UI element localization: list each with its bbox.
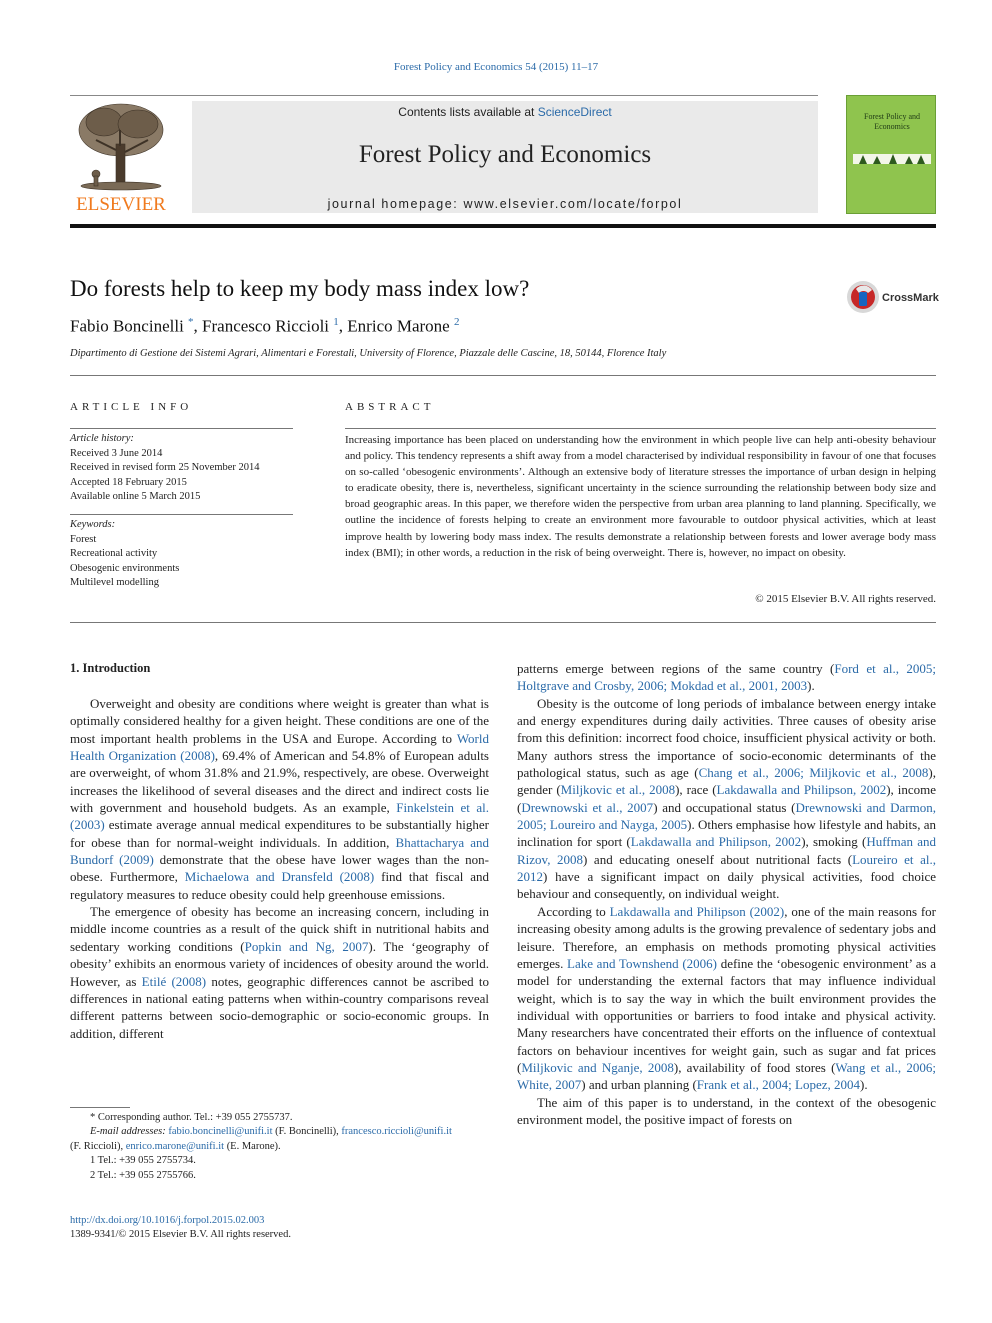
citation-link[interactable]: Lakdawalla and Philipson, 2002 [716,782,887,798]
text-run: (F. Boncinelli), [272,1126,342,1138]
citation-link[interactable]: Drewnowski et al., 2007 [521,799,654,815]
doi-link[interactable]: http://dx.doi.org/10.1016/j.forpol.2015.02.003 [70,1215,265,1226]
article-info-rule [70,428,293,429]
elsevier-tree-logo [66,100,176,214]
body-column-left [70,695,489,1042]
text-run: find that fiscal and regulatory measures to reduce obesity could help greenhouse emissions. [70,869,490,902]
citation-link[interactable]: Loureiro et al., 2012 [517,851,936,885]
text-run: (E. Marone). [224,1140,281,1152]
keyword: Multilevel modelling [70,577,159,588]
body-paragraph [517,1094,936,1129]
text-run: The emergence of obesity has become an increasing concern, including in middle income countries as a result of the quick shift in nutritional habits and sedentary working conditions ( [70,904,489,954]
text-run: ). [807,678,815,694]
citation-link[interactable]: Bhattacharya and Bundorf (2009) [70,834,489,868]
text-run: ) and educating oneself about nutritional facts ( [583,851,853,867]
citation-link[interactable]: World Health Organization (2008) [70,730,489,764]
footnote-emails-cont [70,1140,489,1154]
cover-title: Forest Policy and Economics [864,112,920,131]
author-name[interactable]: Francesco Riccioli [202,316,330,336]
header-rule [70,224,936,228]
text-run: estimate average annual medical expenditures to be substantially higher for obese than for normal-weight individuals. In addition, [70,817,489,850]
text-run: * Corresponding author. Tel.: +39 055 2755737. [90,1112,293,1123]
journal-reference[interactable]: Forest Policy and Economics 54 (2015) 11–17 [393,61,599,73]
cover-trees-graphic [855,154,929,164]
text-run: ), availability of food stores ( [673,1059,836,1075]
text-run: ) and urban planning ( [581,1077,697,1093]
author-note-mark[interactable]: 1 [333,316,339,328]
body-paragraph [517,660,936,695]
text-run: ). Others emphasise how lifestyle and habits, an inclination for sport ( [517,817,936,850]
keywords-rule [70,514,293,515]
text-run: (F. Riccioli), [70,1140,126,1152]
citation-link[interactable]: Michaelowa and Dransfeld (2008) [184,869,375,885]
citation-link[interactable]: Etilé (2008) [141,973,207,989]
citation-link[interactable]: Lake and Townshend (2006) [567,955,718,971]
footnote-1: 1 Tel.: +39 055 2755734. [90,1155,196,1167]
citation-link[interactable]: fabio.boncinelli@unifi.it [168,1126,273,1138]
abstract-text: Increasing importance has been placed on understanding how the environment in which people live can help anti-obesity behaviour and policy. This tendency represents a shift away from a model characterised by individual responsibility in favour of one that focuses on so-called ‘obesogenic environments’. Although an extensive body of literature stresses the importance of urban design in helping to eradicate obesity, there is, nevertheless, significant uncertainty in the science surrounding the relationship between body size and broad geographic areas. In this paper, we therefore widen the perspective from urban area planning to land planning. Specifically, we outline the incidence of forests helping to create an environment more favourable to outdoor physical activities, which at least improve health by lowering body mass index. The results demonstrate a relationship between forests and lower average body mass index (BMI); in other words, a reduction in the risk of being overweight. There is, however, no impact on obesity. [345,434,936,559]
body-column-right [517,660,936,1128]
sciencedirect-link[interactable]: ScienceDirect [537,105,612,119]
journal-cover-thumbnail[interactable] [846,95,936,214]
text-run: Obesity is the outcome of long periods of imbalance between energy intake and energy expenditures during daily activities. Three causes of obesity arise from this definition: incorrect food choice, insufficient physical activity or both. Many authors stress the importance of socio-economic determinants of the pathological status, such as age ( [517,695,936,781]
history-item: Available online 5 March 2015 [70,491,201,502]
author-list: Fabio Boncinelli *, Francesco Riccioli $^1$, Enrico Marone $^2$ [70,316,460,336]
citation-link[interactable]: Wang et al., 2006; White, 2007 [517,1059,936,1093]
abstract-heading: ABSTRACT [345,401,435,413]
citation-link[interactable]: Finkelstein et al. (2003) [70,800,490,833]
author-note-mark[interactable]: 2 [453,316,460,328]
text-run: E-mail addresses: [90,1126,169,1138]
text-run: The aim of this paper is to understand, in the context of the obesogenic environment model, the positive impact of forests on [517,1094,936,1127]
history-item: Accepted 18 February 2015 [70,476,187,488]
keywords-label: Keywords: [70,519,116,530]
text-run: ) and occupational status ( [653,799,796,815]
text-run: According to [537,903,610,919]
text-run: Overweight and obesity are conditions where weight is greater than what is optimally considered healthy for a given height. These conditions are one of the most important health problems in the USA and Europe. According to [70,696,489,746]
footnote-2: 2 Tel.: +39 055 2755766. [90,1169,196,1181]
author-name[interactable]: Fabio Boncinelli [70,316,184,336]
contents-line [192,105,818,119]
text-run: ), gender ( [517,765,936,798]
text-run: ) have a significant impact on daily physical activities, food choice behaviour and consequently, on individual weight. [517,869,936,902]
text-run: ), race ( [675,782,717,798]
citation-link[interactable]: Chang et al., 2006; Miljkovic et al., 2008 [698,765,929,781]
publisher-logo-text: ELSEVIER [76,194,166,214]
citation-link[interactable]: Popkin and Ng, 2007 [244,938,369,954]
article-title: Do forests help to keep my body mass index low? [70,276,530,301]
body-paragraph [70,903,489,1042]
keywords [70,518,293,591]
affiliation: Dipartimento di Gestione dei Sistemi Agrari, Alimentari e Forestali, University of Florence, Piazzale delle Cascine, 18, 50144, Florence Italy [70,348,667,359]
abstract-copyright: © 2015 Elsevier B.V. All rights reserved. [755,593,936,605]
author-name[interactable]: Enrico Marone [347,316,450,336]
body-paragraph [70,695,489,903]
masthead-top-rule [70,95,818,96]
citation-link[interactable]: Huffman and Rizov, 2008 [517,834,936,867]
article-history [70,432,293,505]
crossmark-label[interactable]: CrossMark [882,292,939,304]
history-label: Article history: [70,433,134,444]
citation-link[interactable]: enrico.marone@unifi.it [125,1140,225,1152]
affiliation-rule [70,375,936,376]
history-item: Received in revised form 25 November 2014 [70,462,260,473]
text-run: define the ‘obesogenic environment’ as a model for understanding the external factors that may influence individual weight, which is to say the way in which the built environment provides the individual with opportunities or barriers to food intake and physical activity. Many researchers have concentrated their efforts on the influence of contextual factors on behaviour incentives for weight gain, such as sugar and fat prices ( [517,955,936,1075]
text-run: ). [859,1077,868,1093]
citation-link[interactable]: Lakdawalla and Philipson, 2002 [630,834,802,850]
body-paragraph [517,903,936,1094]
journal-name: Forest Policy and Economics [358,141,652,168]
citation-link[interactable]: Miljkovic and Nganje, 2008 [521,1059,674,1075]
text-run: patterns emerge between regions of the same country ( [517,661,835,676]
issn-line: 1389-9341/© 2015 Elsevier B.V. All rights reserved. [70,1229,291,1240]
journal-homepage[interactable]: journal homepage: www.elsevier.com/locate/forpol [327,197,683,211]
keyword: Obesogenic environments [70,562,180,574]
text-run: ). The ‘geography of obesity’ exhibits an enormous variety of incidences of obesity around the world. However, as [70,938,489,989]
footnote-corresponding [70,1111,489,1125]
keyword: Recreational activity [70,548,158,559]
abstract-bottom-rule [70,622,936,623]
text-run: , one of the main reasons for increasing obesity among adults is the growing prevalence of sedentary jobs and leisure. Therefore, an emphasis on methods promoting physical activities emerges. [517,903,937,971]
text-run: ), income ( [517,782,937,815]
text-run: , 69.4% of American and 54.8% of European adults are overweight, of whom 31.8% and 21.9%, respectively, are obese. Overweight increases the likelihood of several diseases and the direct and indirect costs lie with government and household budgets. As an example, [70,748,489,816]
keyword: Forest [70,533,97,545]
text-run: ), smoking ( [801,834,867,850]
section-heading-introduction: 1. Introduction [70,661,151,675]
body-paragraph [517,695,936,903]
text-run: notes, geographic differences cannot be ascribed to differences in national eating patterns when within-country comparisons reveal different patterns between socio-demographic or socio-economic groups. In addition, different [70,973,489,1041]
history-item: Received 3 June 2014 [70,447,163,459]
footnote-emails [70,1125,489,1139]
contents-prefix: Contents lists available at [398,105,538,119]
citation-link[interactable]: Miljkovic et al., 2008 [560,782,676,798]
citation-link[interactable]: Ford et al., 2005; Holtgrave and Crosby, 2006; Mokdad et al., 2001, 2003 [517,661,936,694]
author-note-mark[interactable]: * [188,316,194,328]
citation-link[interactable]: francesco.riccioli@unifi.it [341,1126,452,1138]
footnotes [70,1111,489,1183]
abstract-rule [345,428,936,429]
article-info-heading: ARTICLE INFO [70,401,193,413]
citation-link[interactable]: Drewnowski and Darmon, 2005; Loureiro and Nayga, 2005 [517,799,936,833]
citation-link[interactable]: Lakdawalla and Philipson (2002) [609,903,785,919]
text-run: demonstrate that the obese have lower wages than the non-obese. Furthermore, [70,852,489,885]
footnote-rule [70,1107,130,1108]
citation-link[interactable]: Frank et al., 2004; Lopez, 2004 [696,1077,860,1093]
